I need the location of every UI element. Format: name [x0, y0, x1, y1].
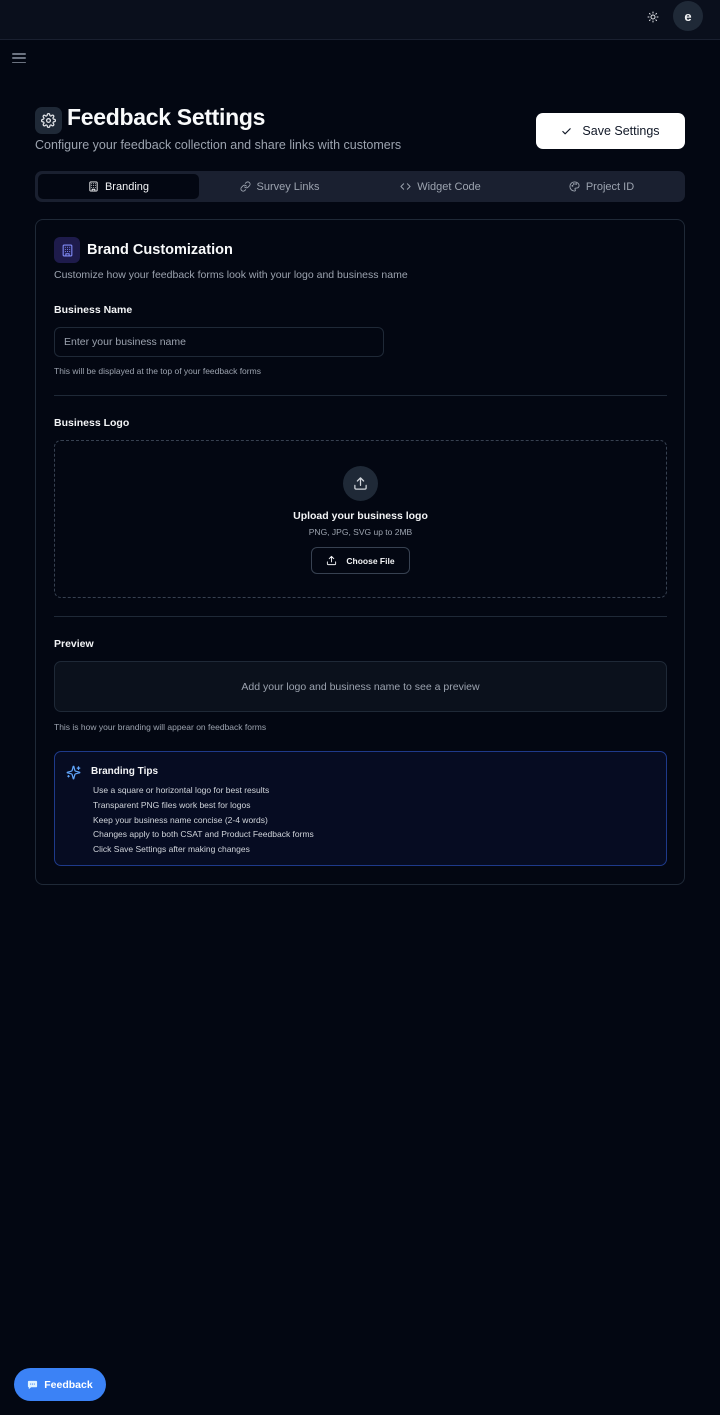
upload-icon	[353, 476, 368, 491]
tip-item: Changes apply to both CSAT and Product Feedback forms	[93, 829, 314, 840]
menu-icon-line	[12, 53, 26, 55]
settings-header-icon	[35, 107, 62, 134]
preview-label: Preview	[54, 638, 94, 650]
building-icon	[88, 181, 99, 192]
logo-dropzone[interactable]	[54, 440, 667, 598]
business-name-label: Business Name	[54, 304, 133, 316]
branding-preview	[54, 661, 667, 712]
sparkles-icon	[66, 765, 81, 780]
tips-title: Branding Tips	[91, 766, 159, 777]
palette-icon	[569, 181, 580, 192]
tip-item: Transparent PNG files work best for logos	[93, 799, 251, 810]
tip-item: Keep your business name concise (2-4 words)	[93, 814, 268, 825]
link-icon	[240, 181, 251, 192]
tips-list	[93, 783, 314, 857]
settings-tabs	[35, 171, 685, 202]
page-title: Feedback Settings	[67, 104, 266, 130]
tab-project-id-label: Project ID	[585, 180, 635, 193]
gear-icon	[41, 113, 56, 128]
feedback-button-label: Feedback	[44, 1378, 93, 1391]
page-subtitle: Configure your feedback collection and share links with customers	[35, 138, 402, 152]
business-name-hint: This will be displayed at the top of your feedback forms	[54, 366, 261, 376]
tab-branding-label: Branding	[104, 180, 150, 193]
tab-branding[interactable]	[38, 174, 199, 199]
feedback-button[interactable]	[14, 1368, 106, 1401]
card-title: Brand Customization	[87, 242, 233, 258]
tab-survey-links[interactable]	[199, 174, 360, 199]
speech-bubble-icon	[27, 1379, 38, 1390]
user-avatar[interactable]: e	[673, 1, 703, 31]
tab-widget-code[interactable]	[360, 174, 521, 199]
section-divider	[54, 395, 667, 396]
menu-toggle-button[interactable]	[12, 51, 26, 65]
choose-file-label: Choose File	[346, 555, 395, 566]
section-divider	[54, 616, 667, 617]
code-icon	[400, 181, 411, 192]
tab-survey-links-label: Survey Links	[256, 180, 320, 193]
save-settings-label: Save Settings	[582, 124, 660, 138]
upload-circle	[343, 466, 378, 501]
tab-project-id[interactable]	[521, 174, 682, 199]
preview-placeholder: Add your logo and business name to see a preview	[241, 680, 480, 693]
menu-icon-line	[12, 62, 26, 64]
brand-customization-card	[35, 219, 685, 885]
choose-file-button[interactable]	[311, 547, 410, 574]
branding-tips	[54, 751, 667, 866]
tip-item: Click Save Settings after making changes	[93, 844, 250, 855]
tab-widget-code-label: Widget Code	[417, 180, 481, 193]
top-bar	[0, 0, 720, 40]
brand-card-icon	[54, 237, 80, 263]
card-description: Customize how your feedback forms look with your logo and business name	[54, 269, 408, 281]
preview-hint: This is how your branding will appear on feedback forms	[54, 722, 267, 732]
building-icon	[61, 244, 74, 257]
sun-icon	[647, 11, 659, 23]
upload-formats: PNG, JPG, SVG up to 2MB	[308, 527, 413, 537]
tip-item: Use a square or horizontal logo for best results	[93, 785, 270, 795]
menu-icon-line	[12, 57, 26, 59]
upload-icon	[326, 555, 337, 566]
business-name-input[interactable]	[54, 327, 384, 357]
theme-toggle-button[interactable]	[642, 6, 664, 28]
save-settings-button[interactable]	[536, 113, 685, 149]
check-icon	[561, 126, 572, 137]
business-logo-label: Business Logo	[54, 417, 130, 429]
upload-title: Upload your business logo	[293, 510, 428, 522]
